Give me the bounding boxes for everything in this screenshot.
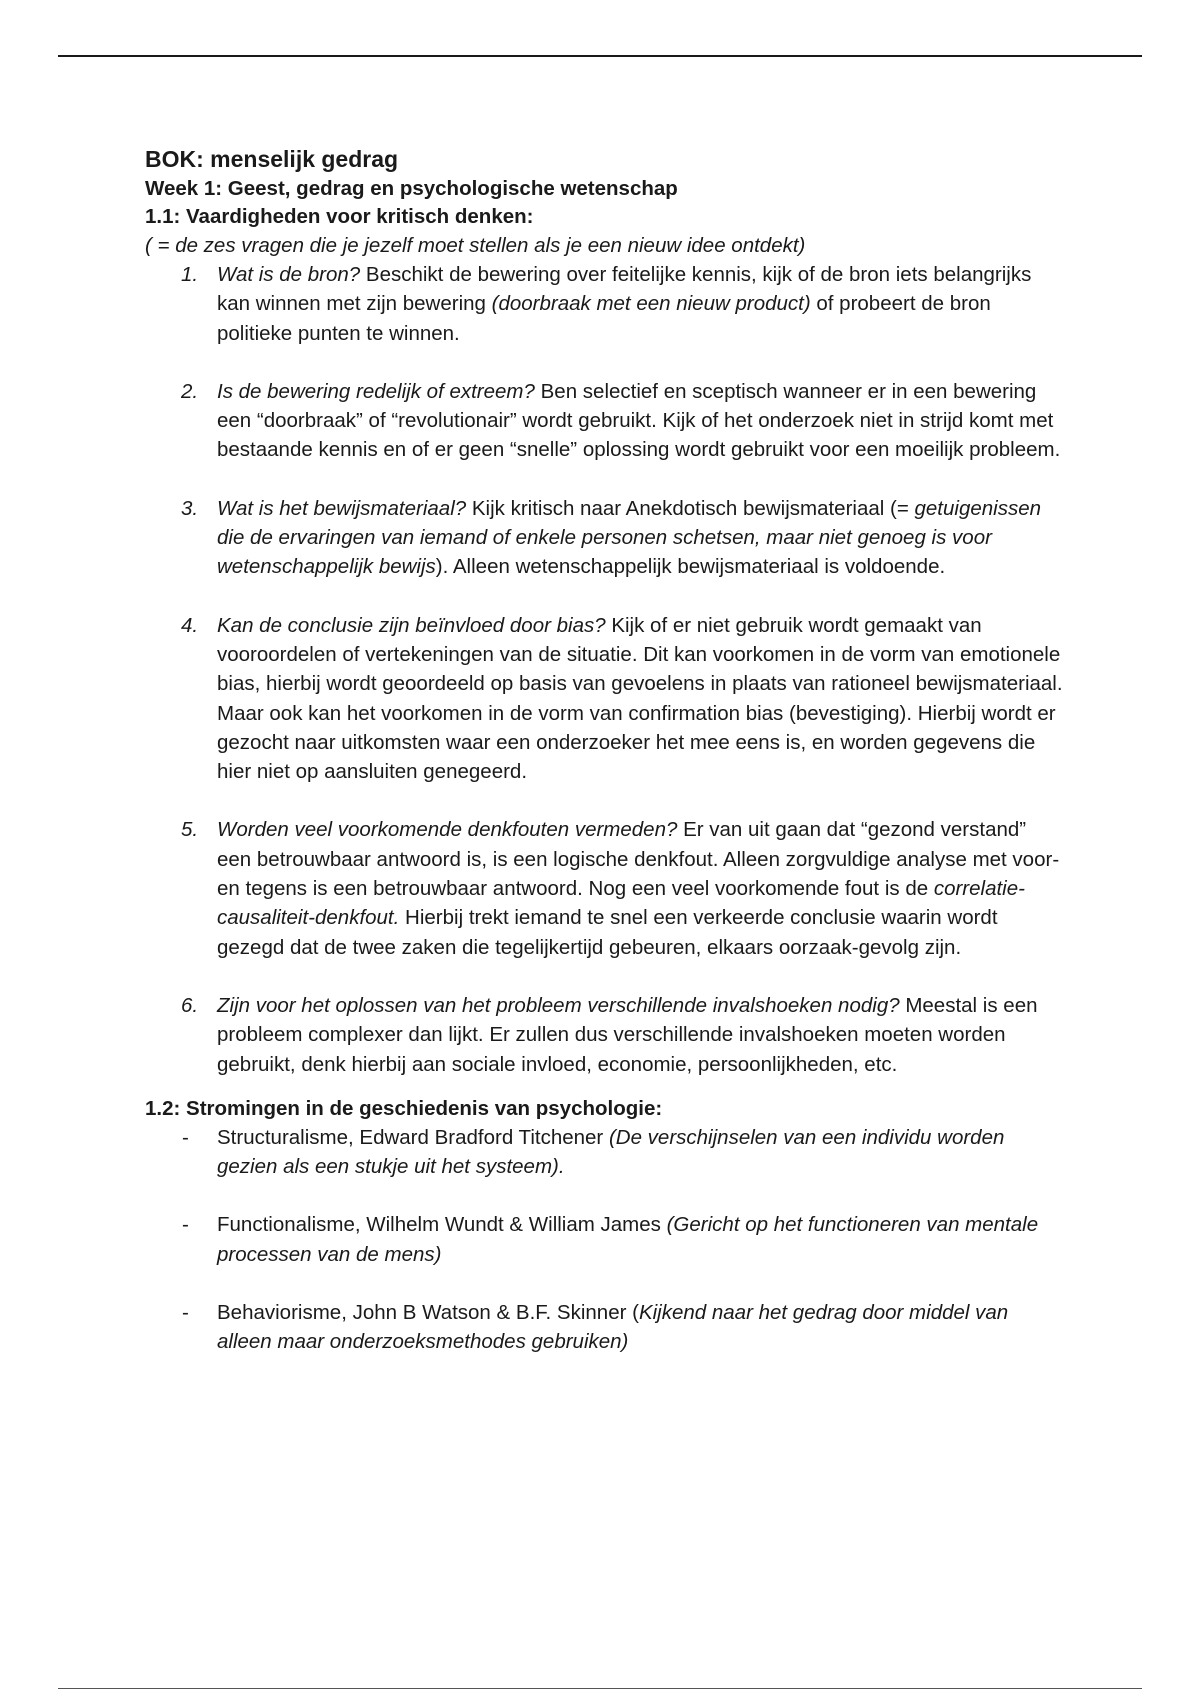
list-number: 5. <box>181 818 199 842</box>
list-item <box>145 260 1065 348</box>
critical-thinking-questions <box>145 260 1065 1079</box>
list-number: 4. <box>181 613 199 637</box>
list-item <box>145 1123 1065 1182</box>
list-item <box>145 611 1065 787</box>
footer-rule <box>58 1688 1142 1689</box>
stream-description: (De verschijnselen van een individu worden gezien als een stukje uit het systeem). <box>217 1125 1005 1179</box>
answer-text-end: Hierbij trekt iemand te snel een verkeerde conclusie waarin wordt gezegd dat de twee zaken die tegelijkertijd gebeuren, elkaars oorzaak-gevolg zijn. <box>217 906 998 959</box>
question-text: Kan de conclusie zijn beïnvloed door bias? <box>217 613 606 637</box>
list-item <box>145 1210 1065 1269</box>
answer-emphasis: getuigenissen die de ervaringen van iemand of enkele personen schetsen, maar niet genoeg is voor wetenschappelijk bewijs <box>217 496 1042 579</box>
psychology-streams-list <box>145 1123 1065 1357</box>
answer-text-end: ). Alleen wetenschappelijk bewijsmateriaal is voldoende. <box>435 555 946 579</box>
question-text: Wat is de bron? <box>217 263 361 286</box>
list-item <box>145 991 1065 1079</box>
document-title: BOK: menselijk gedrag <box>145 146 399 172</box>
answer-text-end: of probeert de bron politieke punten te winnen. <box>217 292 991 345</box>
bullet-dash: - <box>182 1125 189 1149</box>
document-body <box>145 144 1065 1386</box>
answer-text: Beschikt de bewering over feitelijke kennis, kijk of de bron iets belangrijks kan winnen met zijn bewering <box>217 263 1032 316</box>
list-number: 1. <box>181 263 199 286</box>
section-heading-critical-thinking: 1.1: Vaardigheden voor kritisch denken: <box>145 205 534 228</box>
section-heading-history: 1.2: Stromingen in de geschiedenis van psychologie: <box>145 1096 663 1120</box>
answer-emphasis: (doorbraak met een nieuw product) <box>491 292 811 316</box>
stream-text: Functionalisme, Wilhelm Wundt & William James <box>217 1213 667 1237</box>
list-item <box>145 1298 1065 1357</box>
bullet-dash: - <box>182 1301 189 1325</box>
header-rule <box>58 55 1142 57</box>
list-number: 6. <box>181 993 199 1017</box>
answer-text: Meestal is een probleem complexer dan lijkt. Er zullen dus verschillende invalshoeken moeten worden gebruikt, denk hierbij aan sociale invloed, economie, persoonlijkheden, etc. <box>217 993 1038 1076</box>
question-text: Worden veel voorkomende denkfouten vermeden? <box>217 818 678 842</box>
question-text: Zijn voor het oplossen van het probleem verschillende invalshoeken nodig? <box>217 993 900 1017</box>
answer-text: Er van uit gaan dat “gezond verstand” een betrouwbaar antwoord is, is een logische denkfout. Alleen zorgvuldige analyse met voor- en tegens is een betrouwbaar antwoord. Nog een veel voorkomende fout is de <box>217 818 1060 901</box>
list-number: 3. <box>181 496 199 520</box>
list-number: 2. <box>181 379 199 403</box>
answer-text: Kijk of er niet gebruik wordt gemaakt van vooroordelen of vertekeningen van de situatie. Dit kan voorkomen in de vorm van emotionele bias, hierbij wordt geoordeeld op basis van gevoelens in plaats van rationeel bewijsmateriaal. Maar ook kan het voorkomen in de vorm van confirmation bias (bevestiging). Hierbij wordt er gezocht naar uitkomsten waar een onderzoeker het mee eens is, en worden gegevens die hier niet op aansluiten genegeerd. <box>217 613 1063 784</box>
section-intro: ( = de zes vragen die je jezelf moet stellen als je een nieuw idee ontdekt) <box>145 234 806 257</box>
answer-emphasis: correlatie-causaliteit-denkfout. <box>217 877 1025 930</box>
stream-description: Kijkend naar het gedrag door middel van alleen maar onderzoeksmethodes gebruiken) <box>217 1301 1009 1354</box>
stream-text: Structuralisme, Edward Bradford Titchener <box>217 1125 609 1149</box>
answer-text: Ben selectief en sceptisch wanneer er in een bewering een “doorbraak” of “revolutionair” wordt gebruikt. Kijk of het onderzoek niet in strijd komt met bestaande kennis en of er geen “snelle” oplossing wordt gebruikt voor een moeilijk probleem. <box>217 379 1061 462</box>
question-text: Wat is het bewijsmateriaal? <box>217 496 467 520</box>
answer-text: Kijk kritisch naar Anekdotisch bewijsmateriaal (= <box>466 496 915 520</box>
question-text: Is de bewering redelijk of extreem? <box>217 379 535 403</box>
list-item <box>145 377 1065 465</box>
list-item <box>145 815 1065 961</box>
week-heading: Week 1: Geest, gedrag en psychologische wetenschap <box>145 177 678 200</box>
stream-text: Behaviorisme, John B Watson & B.F. Skinner ( <box>217 1301 639 1325</box>
bullet-dash: - <box>182 1213 189 1237</box>
list-item <box>145 494 1065 582</box>
stream-description: (Gericht op het functioneren van mentale processen van de mens) <box>217 1213 1039 1266</box>
